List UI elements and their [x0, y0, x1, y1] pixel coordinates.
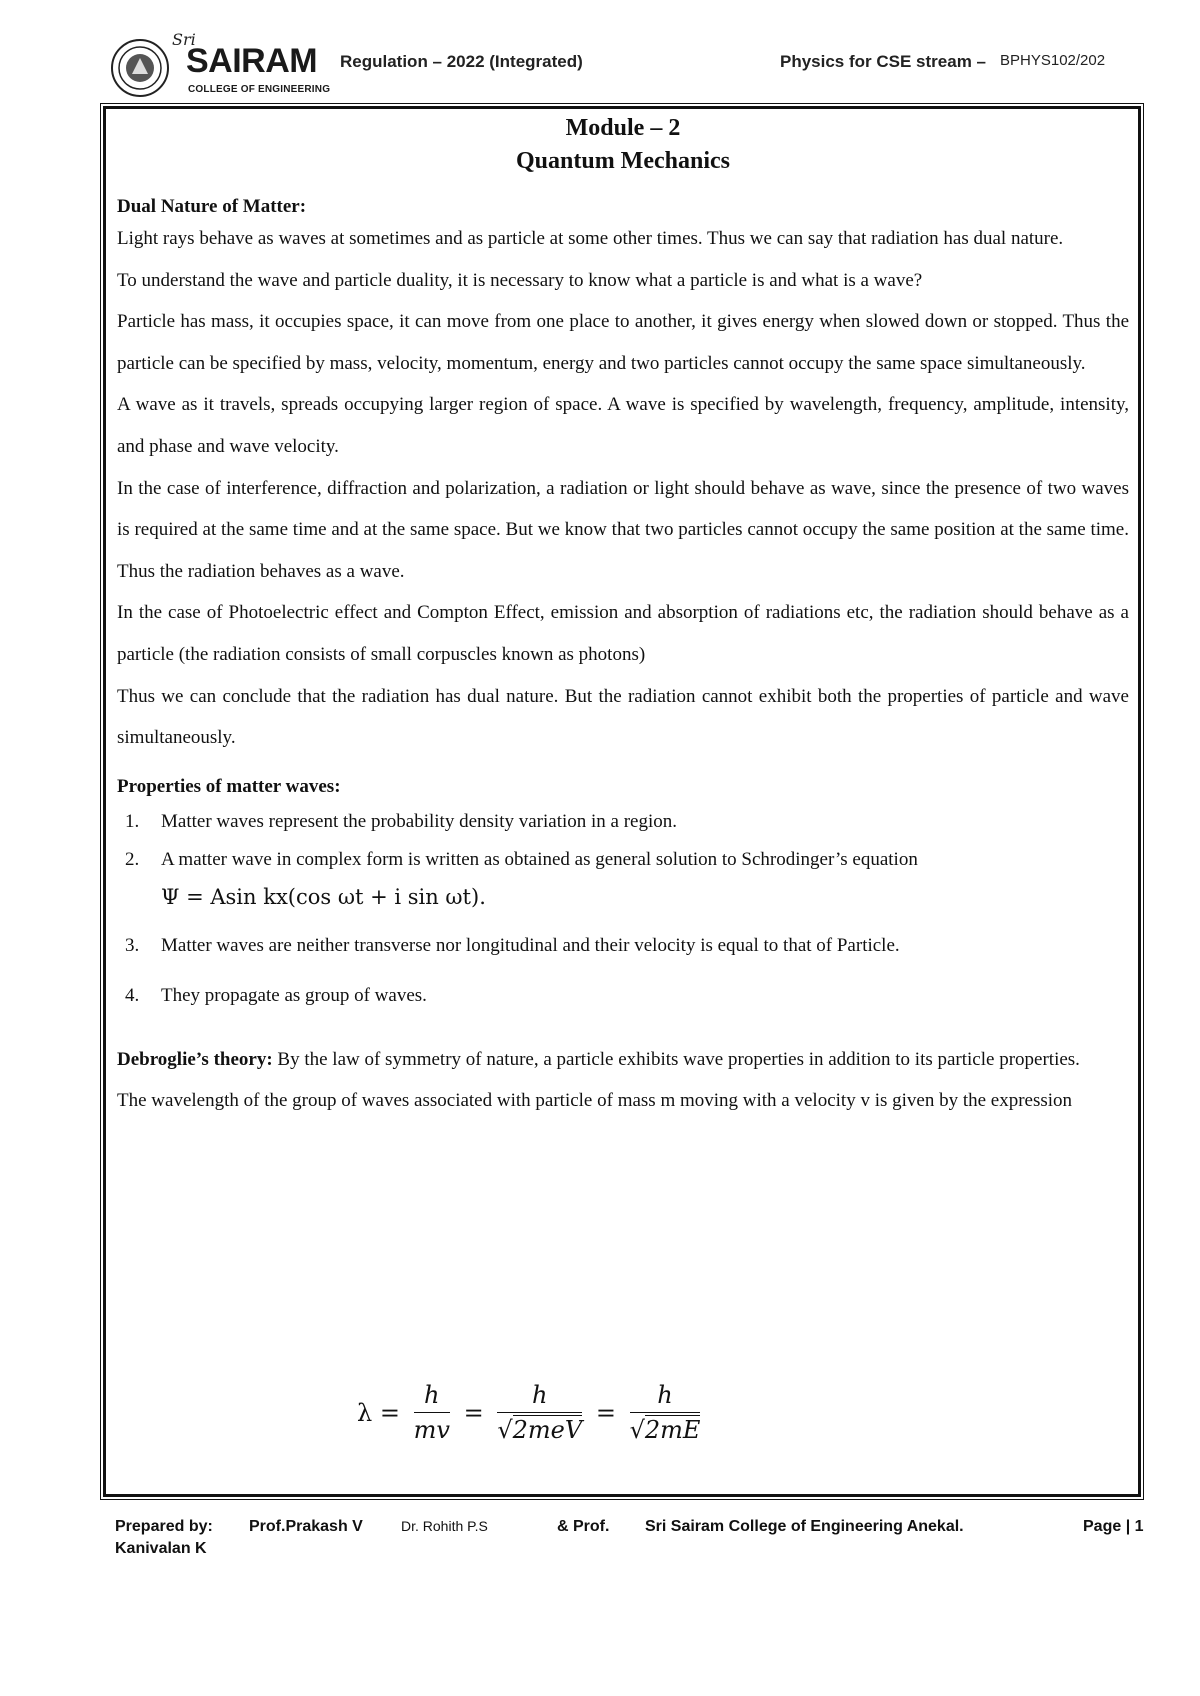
paragraph: A wave as it travels, spreads occupying larger region of space. A wave is specified by wavelength, frequency, amplitude, intensity, and phase and wave velocity.	[117, 394, 1129, 457]
author-3: Kanivalan K	[115, 1540, 207, 1557]
paragraph: To understand the wave and particle duality, it is necessary to know what a particle is and what is a wave?	[117, 269, 923, 291]
author-2: Dr. Rohith P.S	[401, 1518, 488, 1534]
debroglie-heading: Debroglie’s theory:	[117, 1048, 273, 1070]
prepared-label: Prepared by:	[115, 1518, 213, 1535]
paragraph: Light rays behave as waves at sometimes and as particle at some other times. Thus we can say that radiation has dual nature.	[117, 228, 1064, 249]
fraction: $\frac{h}{√2mE}$	[630, 1378, 701, 1447]
matter-wave-equation: Ψ = Asin kx(cos ωt + i sin ωt).	[161, 884, 486, 909]
module-title: Module – 2	[565, 115, 681, 141]
debroglie-intro: By the law of symmetry of nature, a particle exhibits wave properties in addition to its particle properties.	[277, 1048, 1080, 1070]
page-header	[110, 30, 1150, 100]
list-item: 3. Matter waves are neither transverse nor longitudinal and their velocity is equal to that of Particle.	[125, 934, 900, 956]
page-number: Page | 1	[1083, 1518, 1144, 1535]
module-subtitle: Quantum Mechanics	[515, 148, 730, 174]
paragraph: In the case of Photoelectric effect and Compton Effect, emission and absorption of radiations etc, the radiation should behave as a particle (the radiation consists of small corpuscles known as photons)	[117, 602, 1129, 665]
brand-name: SAIRAM	[186, 42, 318, 80]
properties-list	[117, 803, 1129, 879]
regulation-label: Regulation – 2022 (Integrated)	[340, 52, 583, 71]
brand-prefix: Sri	[172, 30, 196, 49]
fraction: $\frac{h}{mv}$	[414, 1378, 450, 1447]
paragraph: In the case of interference, diffraction and polarization, a radiation or light should behave as wave, since the presence of two waves is required at the same time and at the same space. But we know that two particles cannot occupy the same position at the same time. Thus the radiation behaves as a wave.	[117, 477, 1129, 582]
fraction: h √2meV	[497, 1378, 582, 1447]
debroglie-formula: λ = $\frac{h}{mv}$ = h √2meV = $\frac{h}{√2mE}$	[355, 1378, 704, 1447]
paragraph: Thus we can conclude that the radiation has dual nature. But the radiation cannot exhibit both the properties of particle and wave simultaneously.	[117, 685, 1129, 749]
college-name: Sri Sairam College of Engineering Anekal.	[645, 1518, 964, 1535]
brand-subtitle: COLLEGE OF ENGINEERING	[188, 84, 331, 95]
list-item: 1. Matter waves represent the probability density variation in a region.	[125, 810, 678, 832]
paragraph: The wavelength of the group of waves associated with particle of mass m moving with a velocity v is given by the expression	[117, 1090, 1073, 1112]
course-code: BPHYS102/202	[1000, 52, 1106, 69]
author-conjunction: & Prof.	[557, 1518, 610, 1535]
properties-list-cont	[117, 927, 1129, 1015]
debroglie-paragraph	[117, 1039, 1129, 1081]
dual-nature-heading: Dual Nature of Matter:	[117, 196, 307, 217]
author-1: Prof.Prakash V	[249, 1518, 363, 1535]
list-item: 4. They propagate as group of waves.	[125, 984, 427, 1006]
college-seal-icon	[110, 38, 170, 98]
list-item: 2. A matter wave in complex form is written as obtained as general solution to Schrodinger’s equation	[125, 848, 918, 870]
paragraph: Particle has mass, it occupies space, it can move from one place to another, it gives energy when slowed down or stopped. Thus the particle can be specified by mass, velocity, momentum, energy and two particles cannot occupy the same space simultaneously.	[117, 311, 1129, 374]
formula-lhs: λ =	[357, 1398, 400, 1427]
page-content	[117, 112, 1129, 1122]
course-label: Physics for CSE stream –	[780, 52, 986, 71]
properties-heading: Properties of matter waves:	[117, 775, 341, 797]
